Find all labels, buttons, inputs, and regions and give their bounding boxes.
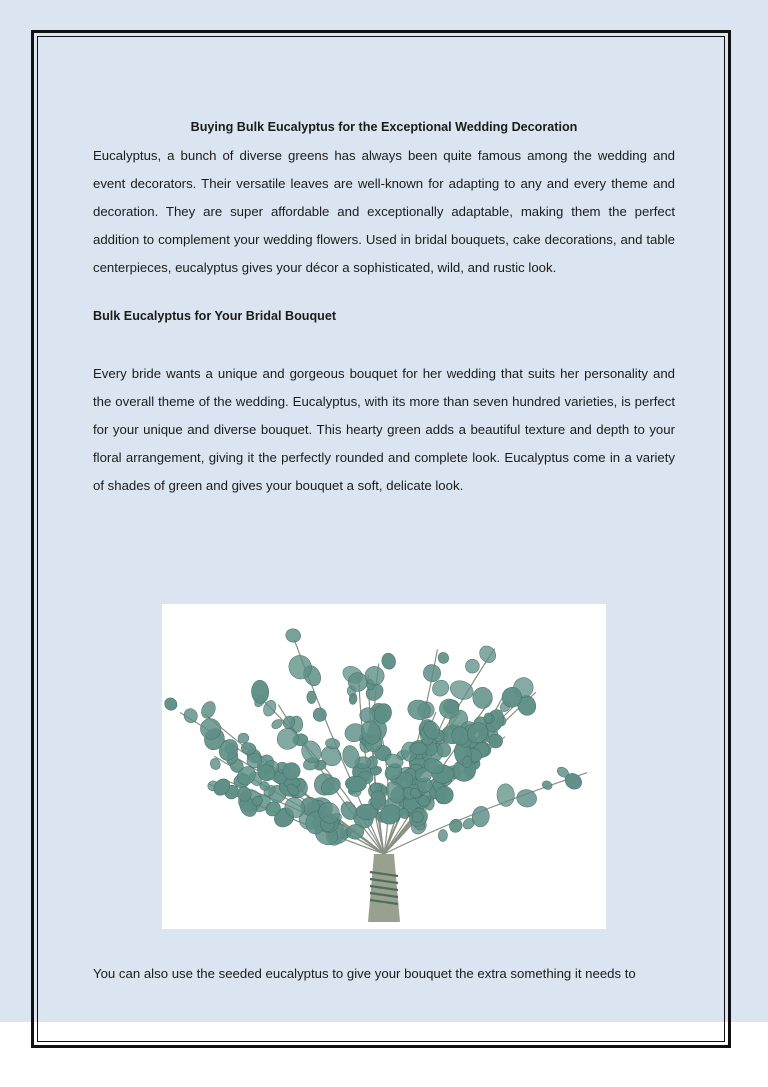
eucalyptus-bouquet-icon bbox=[162, 604, 606, 929]
section-paragraph: Every bride wants a unique and gorgeous bouquet for her wedding that suits her personality and the overall theme of the wedding. Eucalyptus, with its more than seven hundred varieties, is perfect for your unique and diverse bouquet. This hearty green adds a beautiful texture and depth to your floral arrangement, giving it the perfectly rounded and complete look. Eucalyptus come in a variety of shades of green and gives your bouquet a soft, delicate look. bbox=[93, 366, 675, 493]
section-heading: Bulk Eucalyptus for Your Bridal Bouquet bbox=[93, 309, 337, 323]
continuation-paragraph: You can also use the seeded eucalyptus to give your bouquet the extra something it needs to bbox=[93, 966, 636, 981]
document-body bbox=[93, 118, 675, 500]
intro-paragraph: Eucalyptus, a bunch of diverse greens has always been quite famous among the wedding and event decorators. Their versatile leaves are well-known for adapting to any and every theme and decoration. They are super affordable and exceptionally adaptable, making them the perfect addition to complement your wedding flowers. Used in bridal bouquets, cake decorations, and table centerpieces, eucalyptus gives your décor a sophisticated, wild, and rustic look. bbox=[93, 148, 675, 275]
eucalyptus-bouquet-image bbox=[162, 604, 606, 929]
document-title: Buying Bulk Eucalyptus for the Exceptional Wedding Decoration bbox=[190, 120, 578, 134]
